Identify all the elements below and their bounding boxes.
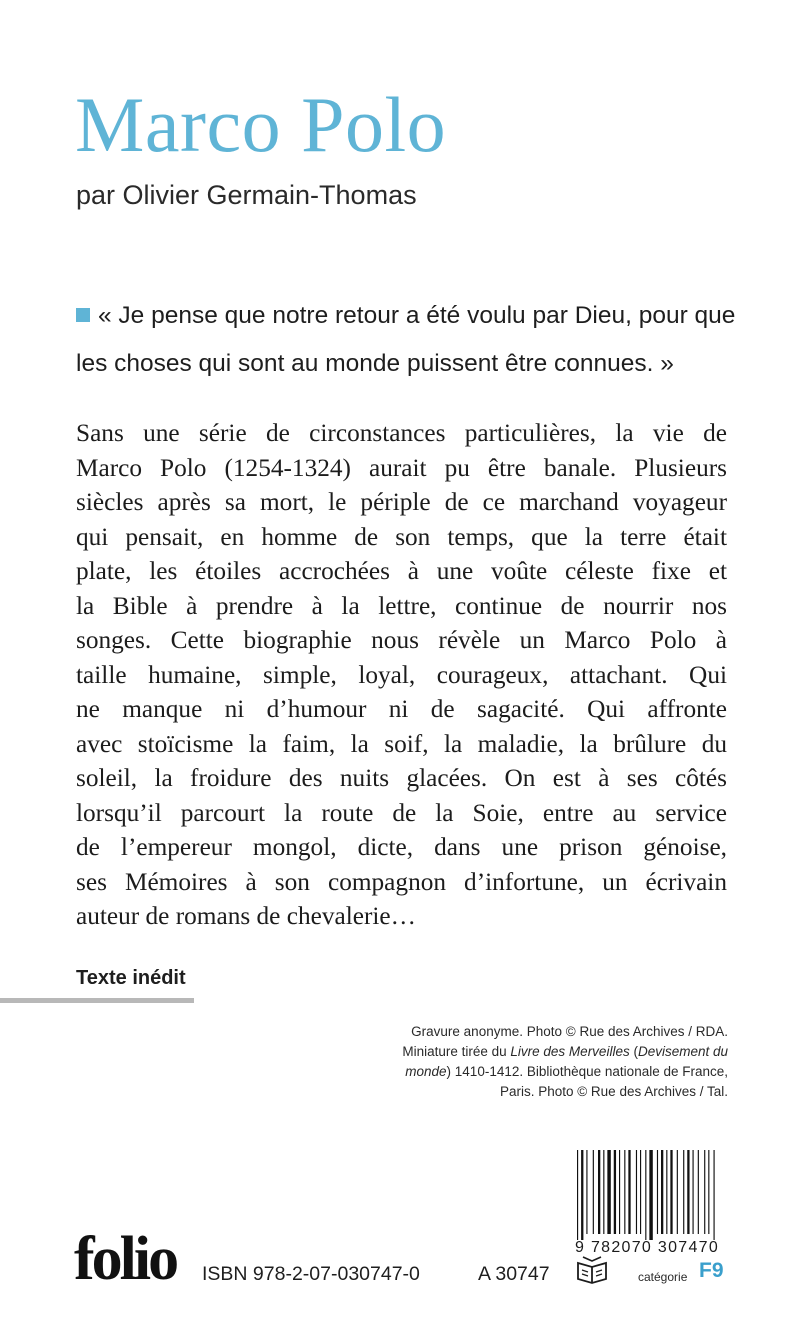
barcode-bar <box>593 1150 594 1234</box>
barcode-bar <box>666 1150 667 1234</box>
quote-text: « Je pense que notre retour a été voulu par Dieu, pour que les choses qui sont au monde puissent être connues. » <box>76 302 736 377</box>
barcode-bar <box>581 1150 583 1240</box>
barcode-bar <box>598 1150 600 1234</box>
barcode-bar <box>683 1150 684 1234</box>
book-title: Marco Polo <box>75 81 447 168</box>
blurb-line: plate, les étoiles accrochées à une voûte céleste fixe et <box>76 557 727 585</box>
credit-subtitle-b: monde <box>405 1064 447 1079</box>
barcode-bar <box>661 1150 663 1234</box>
barcode-bar <box>698 1150 699 1234</box>
category-label: catégorie <box>638 1270 688 1284</box>
blurb-line: avec stoïcisme la faim, la soif, la maladie, la brûlure du <box>76 729 727 758</box>
quote-square-marker <box>76 308 90 322</box>
blurb-line: ne manque ni d’humour ni de sagacité. Qui affronte <box>76 695 727 723</box>
barcode-bar <box>714 1150 715 1240</box>
barcode-bar <box>640 1150 641 1234</box>
unpublished-label: Texte inédit <box>76 967 186 989</box>
barcode-bar <box>704 1150 705 1234</box>
barcode-bar <box>670 1150 672 1234</box>
barcode-bar <box>624 1150 625 1234</box>
credit-subtitle-a: Devisement du <box>637 1044 728 1059</box>
barcode-digits: 9 782070 307470 <box>575 1239 720 1256</box>
barcode-bar <box>603 1150 604 1234</box>
category-code: F9 <box>699 1259 724 1282</box>
barcode-bar <box>657 1150 658 1234</box>
credit-line-1: Gravure anonyme. Photo © Rue des Archives / RDA. <box>411 1024 728 1039</box>
epigraph-quote <box>76 292 736 388</box>
barcode-bar <box>628 1150 630 1234</box>
blurb-line: lorsqu’il parcourt la route de la Soie, entre au service <box>76 798 727 827</box>
blurb-line: soleil, la froidure des nuits glacées. On est à ses côtés <box>76 764 727 792</box>
open-book-icon <box>574 1253 610 1287</box>
blurb-line: de l’empereur mongol, dicte, dans une prison génoise, <box>76 833 727 861</box>
barcode-bar <box>677 1150 678 1234</box>
folio-logo: folio <box>74 1225 177 1293</box>
blurb-line: auteur de romans de chevalerie… <box>76 902 416 930</box>
blurb-line: songes. Cette biographie nous révèle un Marco Polo à <box>76 626 727 654</box>
barcode-bar <box>649 1150 652 1240</box>
credit-book-title: Livre des Merveilles <box>510 1044 630 1059</box>
barcode-bar <box>687 1150 689 1234</box>
image-credits <box>300 1022 728 1102</box>
barcode-bar <box>645 1150 646 1240</box>
credit-line-4: Paris. Photo © Rue des Archives / Tal. <box>499 1084 728 1099</box>
barcode-bar <box>708 1150 709 1234</box>
blurb-line: la Bible à prendre à la lettre, continue de nourrir nos <box>76 591 727 620</box>
blurb-line: siècles après sa mort, le périple de ce marchand voyageur <box>76 488 727 516</box>
blurb-line: ses Mémoires à son compagnon d’infortune, un écrivain <box>76 867 727 896</box>
barcode-bar <box>693 1150 694 1234</box>
barcode-bar <box>577 1150 578 1240</box>
isbn: ISBN 978-2-07-030747-0 <box>202 1263 420 1285</box>
barcode <box>575 1150 727 1240</box>
blurb-line: qui pensait, en homme de son temps, que la terre était <box>76 522 727 551</box>
blurb-line: Sans une série de circonstances particulières, la vie de <box>76 419 727 447</box>
unpublished-rule <box>0 998 194 1003</box>
blurb-line: taille humaine, simple, loyal, courageux, attachant. Qui <box>76 660 727 689</box>
blurb-line: Marco Polo (1254-1324) aurait pu être banale. Plusieurs <box>76 453 727 482</box>
barcode-bar <box>619 1150 620 1234</box>
barcode-bar <box>586 1150 587 1234</box>
barcode-bar <box>614 1150 616 1234</box>
barcode-bar <box>636 1150 637 1234</box>
barcode-bar <box>607 1150 610 1234</box>
reference-code: A 30747 <box>478 1263 550 1285</box>
blurb-text <box>76 416 727 934</box>
credit-line-3: ) 1410-1412. Bibliothèque nationale de France, <box>446 1064 728 1079</box>
credit-line-2a: Miniature tirée du <box>402 1044 511 1059</box>
credit-line-2b: ( <box>629 1044 638 1059</box>
author-line: par Olivier Germain-Thomas <box>76 180 417 210</box>
